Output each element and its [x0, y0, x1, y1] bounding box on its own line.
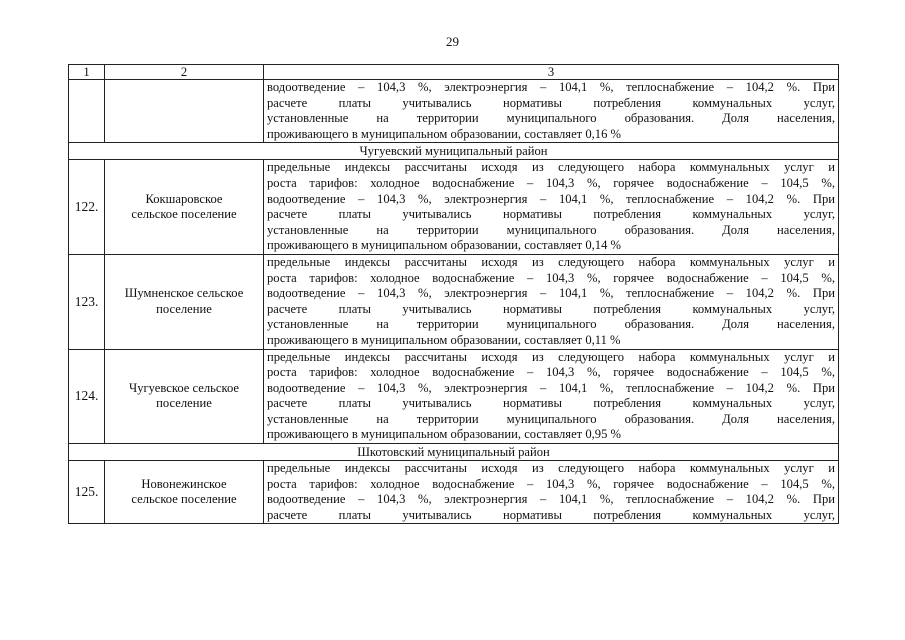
text-line: предельные индексы рассчитаны исходя из следующего набора коммунальных услуг и — [267, 254, 835, 269]
table-row — [69, 254, 839, 349]
text-line: проживающего в муниципальном образовании, составляет 0,14 % — [267, 238, 622, 253]
settlement-name-line: поселение — [156, 396, 212, 411]
description-cell — [264, 461, 839, 524]
row-number: 124. — [69, 349, 105, 444]
text-line: проживающего в муниципальном образовании, составляет 0,95 % — [267, 427, 622, 442]
text-line: установленные на территории муниципального образования. Доля населения, — [267, 111, 835, 126]
settlement-name-line: Кокшаровское — [145, 191, 223, 206]
row-number: 122. — [69, 160, 105, 255]
text-line: водоотведение – 104,3 %, электроэнергия – 104,1 %, теплоснабжение – 104,2 %. При — [267, 191, 835, 206]
description-cell — [264, 349, 839, 444]
text-line: расчете платы учитывались нормативы потребления коммунальных услуг, — [267, 301, 835, 316]
settlement-name-line: сельское поселение — [131, 492, 237, 507]
text-line: водоотведение – 104,3 %, электроэнергия – 104,1 %, теплоснабжение – 104,2 %. При — [267, 80, 835, 94]
settlement-name — [105, 254, 264, 349]
text-line: предельные индексы рассчитаны исходя из следующего набора коммунальных услуг и — [267, 160, 835, 175]
table-row — [69, 160, 839, 255]
settlement-name — [105, 349, 264, 444]
table-row — [69, 461, 839, 524]
text-line: расчете платы учитывались нормативы потребления коммунальных услуг, — [267, 507, 835, 522]
settlement-name-line: Новонежинское — [141, 476, 227, 491]
settlement-name-line: Чугуевское сельское — [129, 380, 239, 395]
description-cell — [264, 254, 839, 349]
continued-row — [69, 80, 839, 143]
text-line: предельные индексы рассчитаны исходя из следующего набора коммунальных услуг и — [267, 461, 835, 476]
text-line: расчете платы учитывались нормативы потребления коммунальных услуг, — [267, 396, 835, 411]
text-line: установленные на территории муниципального образования. Доля населения, — [267, 222, 835, 237]
table-row — [69, 349, 839, 444]
text-line: установленные на территории муниципального образования. Доля населения, — [267, 317, 835, 332]
header-col-3: 3 — [264, 65, 839, 80]
district-row — [69, 143, 839, 160]
description-cell — [264, 80, 839, 143]
text-line: водоотведение – 104,3 %, электроэнергия – 104,1 %, теплоснабжение – 104,2 %. При — [267, 492, 835, 507]
district-heading: Шкотовский муниципальный район — [69, 444, 839, 461]
description-cell — [264, 160, 839, 255]
text-line: предельные индексы рассчитаны исходя из следующего набора коммунальных услуг и — [267, 349, 835, 364]
page-number: 29 — [446, 34, 459, 49]
text-line: проживающего в муниципальном образовании, составляет 0,11 % — [267, 332, 621, 347]
tariff-table — [68, 64, 839, 524]
text-line: роста тарифов: холодное водоснабжение – 104,3 %, горячее водоснабжение – 104,5 %, — [267, 175, 835, 190]
text-line: водоотведение – 104,3 %, электроэнергия – 104,1 %, теплоснабжение – 104,2 %. При — [267, 286, 835, 301]
text-line: роста тарифов: холодное водоснабжение – 104,3 %, горячее водоснабжение – 104,5 %, — [267, 365, 835, 380]
header-row — [69, 65, 839, 80]
district-heading: Чугуевский муниципальный район — [69, 143, 839, 160]
text-line: расчете платы учитывались нормативы потребления коммунальных услуг, — [267, 207, 835, 222]
settlement-name-line: Шумненское сельское — [124, 286, 244, 301]
row-number — [69, 80, 105, 143]
text-line: проживающего в муниципальном образовании, составляет 0,16 % — [267, 126, 622, 141]
row-number: 125. — [69, 461, 105, 524]
settlement-name-line: поселение — [156, 301, 212, 316]
settlement-name-line: сельское поселение — [131, 207, 237, 222]
settlement-name — [105, 80, 264, 143]
text-line: роста тарифов: холодное водоснабжение – 104,3 %, горячее водоснабжение – 104,5 %, — [267, 476, 835, 491]
header-col-1: 1 — [69, 65, 105, 80]
header-col-2: 2 — [105, 65, 264, 80]
text-line: водоотведение – 104,3 %, электроэнергия – 104,1 %, теплоснабжение – 104,2 %. При — [267, 380, 835, 395]
settlement-name — [105, 461, 264, 524]
text-line: установленные на территории муниципального образования. Доля населения, — [267, 411, 835, 426]
settlement-name — [105, 160, 264, 255]
row-number: 123. — [69, 254, 105, 349]
text-line: расчете платы учитывались нормативы потребления коммунальных услуг, — [267, 95, 835, 110]
text-line: роста тарифов: холодное водоснабжение – 104,3 %, горячее водоснабжение – 104,5 %, — [267, 270, 835, 285]
district-row — [69, 444, 839, 461]
